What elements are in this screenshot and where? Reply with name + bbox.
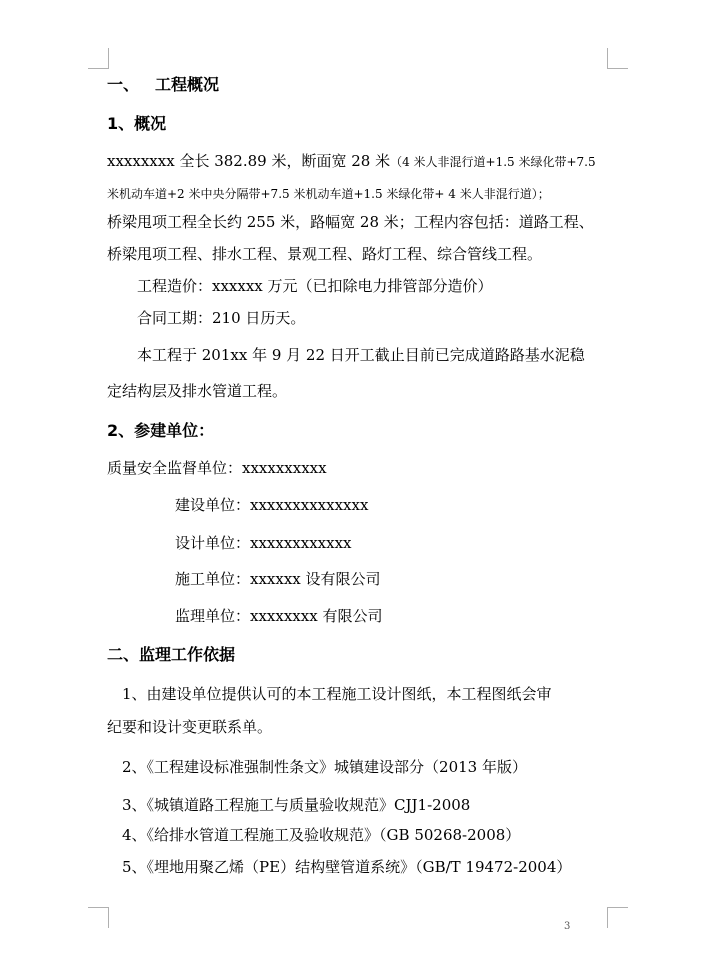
heading-text: 工程概况 [155,75,220,94]
section-heading-basis: 二、监理工作依据 [107,645,236,664]
paragraph-line [107,150,596,173]
paragraph-line: 本工程于 201xx 年 9 月 22 日开工截止目前已完成道路路基水泥稳 [137,346,585,364]
unit-supervisor: 监理单位：xxxxxxxx 有限公司 [175,607,383,625]
basis-item-1-cont: 纪要和设计变更联系单。 [107,718,273,736]
subheading-participants: 2、参建单位： [107,421,215,440]
unit-contractor: 施工单位：xxxxxx 设有限公司 [175,570,381,588]
unit-design: 设计单位：xxxxxxxxxxxx [175,534,352,552]
basis-item-1: 1、由建设单位提供认可的本工程施工设计图纸，本工程图纸会审 [122,685,552,703]
paragraph-text: xxxxxxxx 全长 382.89 米，断面宽 28 米 [107,152,391,170]
subheading-overview: 1、概况 [107,114,167,133]
paragraph-line: 定结构层及排水管道工程。 [107,382,288,400]
heading-number: 一、 [107,75,140,94]
paragraph-line: 米机动车道+2 米中央分隔带+7.5 米机动车道+1.5 米绿化带+ 4 米人非混行道）； [107,187,550,201]
page-number: 3 [564,921,571,932]
corner-mark-bottom-right [607,907,628,928]
unit-construction-owner: 建设单位：xxxxxxxxxxxxxx [175,496,369,514]
contract-duration: 合同工期：210 日历天。 [137,309,306,327]
section-heading-overview [107,74,219,96]
corner-mark-top-left [88,48,109,69]
project-cost: 工程造价：xxxxxx 万元（已扣除电力排管部分造价） [137,277,493,295]
paragraph-text-small: （4 米人非混行道+1.5 米绿化带+7.5 [390,155,596,169]
unit-supervision: 质量安全监督单位：xxxxxxxxxx [107,459,327,477]
basis-item-2: 2、《工程建设标准强制性条文》城镇建设部分（2013 年版） [122,758,527,776]
paragraph-line: 桥梁甩项工程、排水工程、景观工程、路灯工程、综合管线工程。 [107,245,543,263]
basis-item-4: 4、《给排水管道工程施工及验收规范》（GB 50268-2008） [122,826,521,844]
corner-mark-bottom-left [88,907,109,928]
basis-item-3: 3、《城镇道路工程施工与质量验收规范》CJJ1-2008 [122,796,471,814]
paragraph-line: 桥梁甩项工程全长约 255 米，路幅宽 28 米；工程内容包括：道路工程、 [107,213,594,231]
basis-item-5: 5、《埋地用聚乙烯（PE）结构壁管道系统》（GB/T 19472-2004） [122,858,572,876]
corner-mark-top-right [607,48,628,69]
